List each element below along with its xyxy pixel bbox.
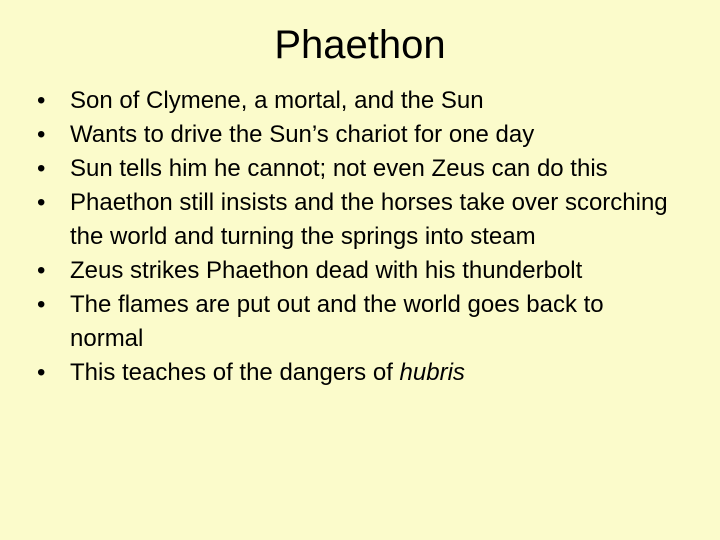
bullet-item-1 xyxy=(34,84,674,118)
bullet-text: The flames are put out and the world goes back to normal xyxy=(70,291,604,352)
bullet-item-2 xyxy=(34,118,674,152)
bullet-item-3 xyxy=(34,152,674,186)
bullet-text: Zeus strikes Phaethon dead with his thunderbolt xyxy=(70,257,583,284)
bullet-text: This teaches of the dangers of xyxy=(70,359,400,386)
bullet-item-4 xyxy=(34,186,674,254)
bullet-item-7 xyxy=(34,356,674,390)
bullet-text: Son of Clymene, a mortal, and the Sun xyxy=(70,87,484,114)
bullet-dot-icon: • xyxy=(37,291,46,318)
bullet-dot-icon: • xyxy=(37,359,46,386)
bullet-dot-icon: • xyxy=(37,189,46,216)
bullet-item-6 xyxy=(34,288,674,356)
bullet-dot-icon: • xyxy=(37,155,46,182)
bullet-dot-icon: • xyxy=(37,87,46,114)
emphasis-text: hubris xyxy=(399,359,465,386)
bullet-dot-icon: • xyxy=(37,121,46,148)
bullet-list xyxy=(34,84,674,390)
bullet-text: Sun tells him he cannot; not even Zeus can do this xyxy=(70,155,608,182)
slide-title: Phaethon xyxy=(274,23,446,67)
bullet-dot-icon: • xyxy=(37,257,46,284)
bullet-text: Phaethon still insists and the horses take over scorching the world and turning the springs into steam xyxy=(70,189,668,250)
bullet-item-5 xyxy=(34,254,674,288)
bullet-text: Wants to drive the Sun’s chariot for one day xyxy=(70,121,535,148)
